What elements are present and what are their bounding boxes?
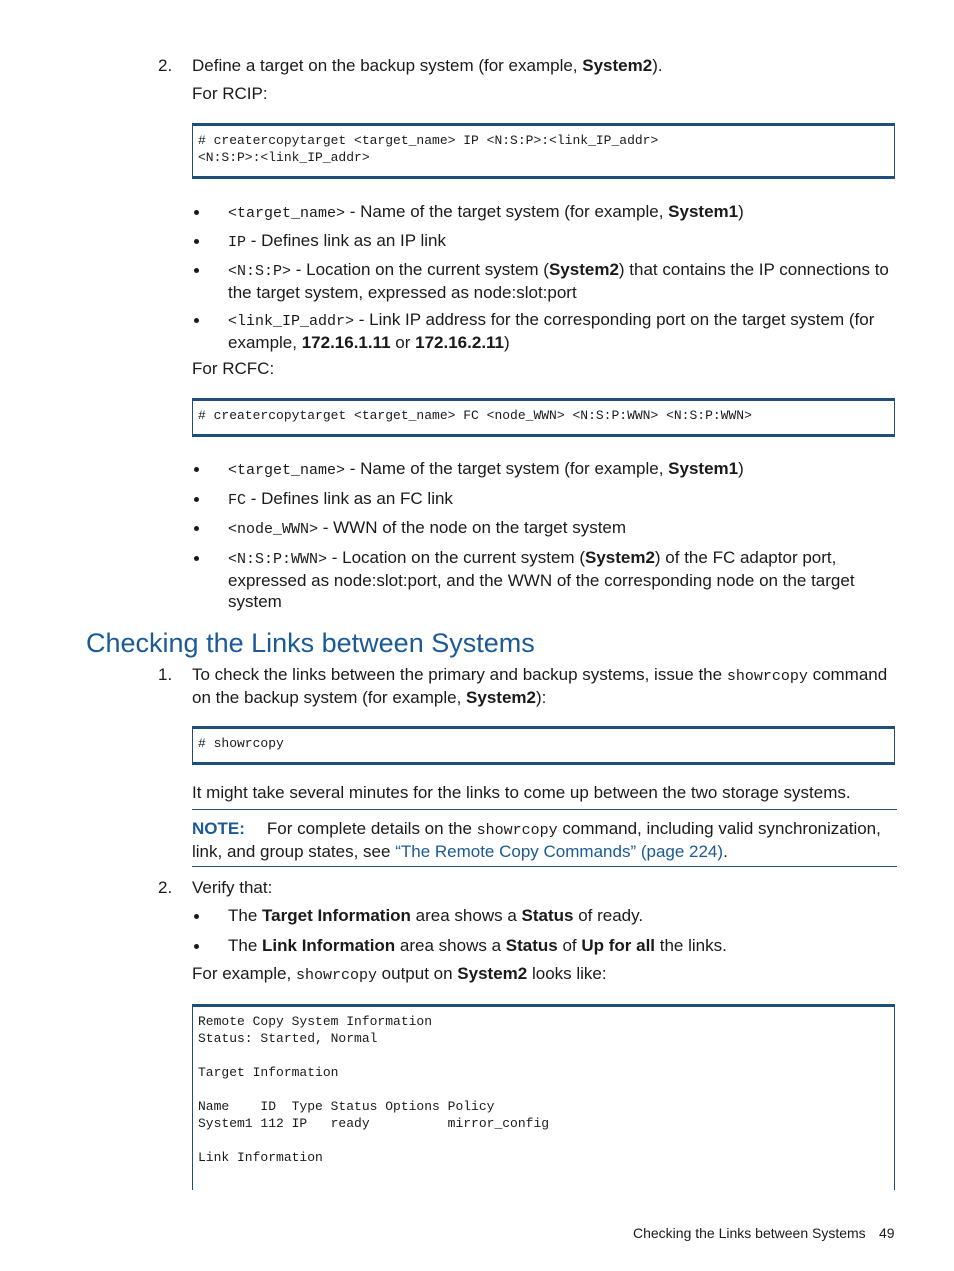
- example-intro: For example, showrcopy output on System2 looks like:: [192, 964, 607, 984]
- list-item: <target_name> - Name of the target system (for example, System1): [228, 202, 744, 222]
- bullet-icon: [194, 556, 199, 561]
- bullet-icon: [194, 497, 199, 502]
- bullet-icon: [194, 210, 199, 215]
- step-text: Verify that:: [192, 878, 273, 897]
- list-item: The Link Information area shows a Status of Up for all the links.: [228, 936, 727, 955]
- rcfc-code-block: # creatercopytarget <target_name> FC <node_WWN> <N:S:P:WWN> <N:S:P:WWN>: [192, 398, 895, 437]
- for-rcip-label: For RCIP:: [192, 84, 268, 103]
- page-number: 49: [879, 1225, 895, 1241]
- list-item: FC - Defines link as an FC link: [228, 489, 453, 509]
- note-box: NOTE: For complete details on the showrcopy command, including valid synchronization, link, and group states, see “The Remote Copy Commands” (page 224).: [192, 819, 881, 861]
- list-item: IP - Defines link as an IP link: [228, 231, 447, 251]
- step-text: Define a target on the backup system (for example, System2).: [192, 56, 663, 75]
- bullet-icon: [194, 239, 199, 244]
- bullet-icon: [194, 268, 199, 273]
- list-item: <link_IP_addr> - Link IP address for the corresponding port on the target system (for example, 172.16.1.11 or 172.16.2.11): [228, 310, 875, 352]
- bullet-icon: [194, 526, 199, 531]
- note-bottom-rule: [192, 866, 897, 867]
- section-heading: Checking the Links between Systems: [86, 628, 535, 658]
- for-rcfc-label: For RCFC:: [192, 359, 275, 378]
- list-item: <node_WWN> - WWN of the node on the target system: [228, 518, 627, 538]
- bullet-icon: [194, 944, 199, 949]
- bullet-icon: [194, 318, 199, 323]
- note-label: NOTE:: [192, 819, 245, 838]
- bullet-icon: [194, 914, 199, 919]
- step-number: 2.: [158, 878, 173, 897]
- list-item: <N:S:P> - Location on the current system (System2) that contains the IP connections to the target system, expressed as node:slot:port: [228, 260, 889, 302]
- list-item: The Target Information area shows a Status of ready.: [228, 906, 644, 925]
- footer-section-title: Checking the Links between Systems: [633, 1225, 866, 1241]
- list-item: <N:S:P:WWN> - Location on the current system (System2) of the FC adaptor port, expressed as node:slot:port, and the WWN of the corresponding node on the target system: [228, 548, 855, 611]
- step-text: To check the links between the primary and backup systems, issue the showrcopy command on the backup system (for example, System2):: [192, 665, 888, 707]
- rcip-code-block: # creatercopytarget <target_name> IP <N:S:P>:<link_IP_addr> <N:S:P>:<link_IP_addr>: [192, 123, 895, 179]
- step-number: 1.: [158, 665, 173, 684]
- showrcopy-output-block: Remote Copy System Information Status: Started, Normal Target Information Name ID Type Status Options Policy System1 112 IP ready mirror_config Link Information: [192, 1004, 895, 1190]
- remote-copy-commands-link[interactable]: “The Remote Copy Commands” (page 224): [395, 842, 724, 861]
- showrcopy-code-block: # showrcopy: [192, 726, 895, 765]
- step-number: 2.: [158, 56, 173, 75]
- body-paragraph: It might take several minutes for the links to come up between the two storage systems.: [192, 783, 851, 802]
- note-top-rule: [192, 809, 897, 810]
- bullet-icon: [194, 467, 199, 472]
- list-item: <target_name> - Name of the target system (for example, System1): [228, 459, 744, 479]
